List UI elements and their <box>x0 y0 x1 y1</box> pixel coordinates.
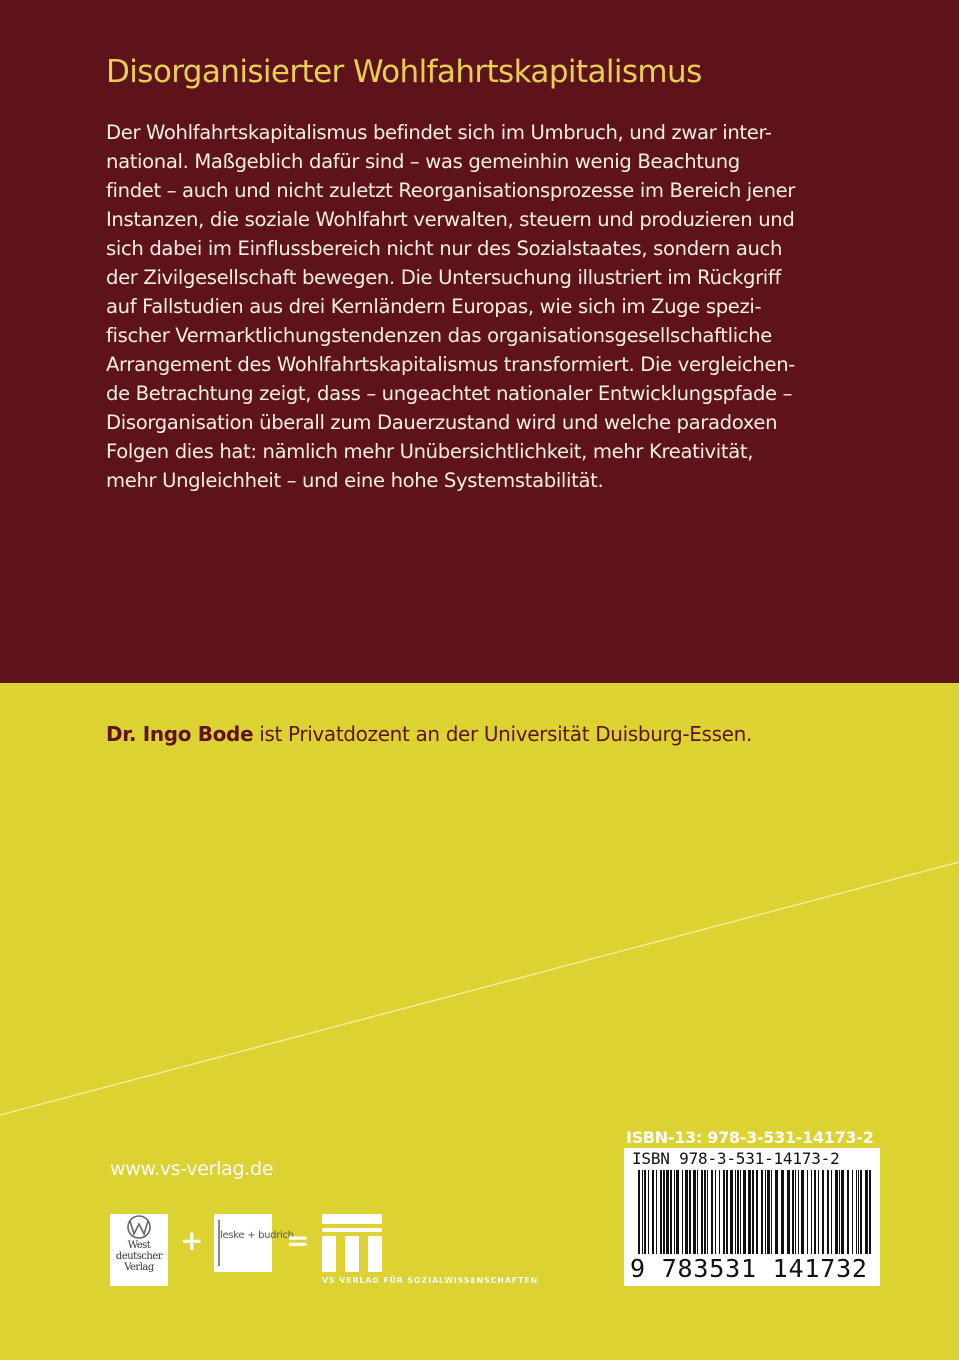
blurb-line: Disorganisation überall zum Dauerzustand wird und welche paradoxen <box>106 411 778 434</box>
blurb-line: Instanzen, die soziale Wohlfahrt verwalten, steuern und produzieren und <box>106 208 795 231</box>
barcode-bar <box>676 1170 679 1254</box>
barcode-bar <box>656 1170 657 1254</box>
barcode-bar <box>865 1170 868 1254</box>
barcode-bars <box>624 1170 880 1256</box>
barcode-bar <box>771 1170 772 1254</box>
author-name: Dr. Ingo Bode <box>106 722 254 746</box>
barcode-bar <box>735 1170 736 1254</box>
leske-budrich-logo <box>214 1214 294 1272</box>
barcode-bar <box>814 1170 816 1254</box>
blurb-line: der Zivilgesellschaft bewegen. Die Untersuchung illustriert im Rückgriff <box>106 266 781 289</box>
barcode-bar <box>642 1170 643 1254</box>
book-title: Disorganisierter Wohlfahrtskapitalismus <box>106 54 702 90</box>
barcode-bar <box>827 1170 829 1254</box>
barcode-bar <box>693 1170 696 1254</box>
barcode-bar <box>787 1170 790 1254</box>
vs-emblem-icon <box>322 1214 382 1272</box>
barcode-bar <box>781 1170 784 1254</box>
barcode-bar <box>756 1170 758 1254</box>
barcode-bar <box>856 1170 857 1254</box>
barcode-bar <box>795 1170 796 1254</box>
blurb-line: de Betrachtung zeigt, dass – ungeachtet nationaler Entwicklungspfade – <box>106 382 793 405</box>
barcode-bar <box>704 1170 706 1254</box>
plus-sign: + <box>180 1224 204 1257</box>
author-description: ist Privatdozent an der Universität Duisburg-Essen. <box>253 722 752 746</box>
barcode-bar <box>811 1170 812 1254</box>
barcode-bar <box>831 1170 832 1254</box>
leske-label: leske + budrich <box>220 1230 294 1241</box>
barcode-bar <box>719 1170 720 1254</box>
barcode-bar <box>807 1170 808 1254</box>
barcode-bar <box>715 1170 716 1254</box>
blurb-line: Arrangement des Wohlfahrtskapitalismus transformiert. Die vergleichen- <box>106 353 795 376</box>
barcode-bar <box>765 1170 766 1254</box>
blurb-line: fischer Vermarktlichungstendenzen das organisationsgesellschaftliche <box>106 324 772 347</box>
barcode <box>624 1148 880 1286</box>
w-emblem-icon <box>110 1214 168 1242</box>
barcode-bar <box>701 1170 703 1254</box>
barcode-bar <box>858 1170 859 1254</box>
isbn-label: ISBN-13: 978-3-531-14173-2 <box>626 1128 874 1147</box>
barcode-bar <box>707 1170 708 1254</box>
barcode-bar <box>711 1170 713 1254</box>
blurb-line: auf Fallstudien aus drei Kernländern Europas, wie sich im Zuge spezi- <box>106 295 762 318</box>
barcode-bar <box>792 1170 794 1254</box>
westdeutscher-verlag-logo <box>110 1214 168 1286</box>
barcode-bar <box>697 1170 698 1254</box>
barcode-bar <box>652 1170 654 1254</box>
westdeutscher-label: West deutscher Verlag <box>115 1240 163 1273</box>
barcode-bar <box>869 1170 871 1254</box>
blurb-line: Der Wohlfahrtskapitalismus befindet sich im Umbruch, und zwar inter- <box>106 121 772 144</box>
barcode-bar <box>638 1170 640 1254</box>
barcode-bar <box>682 1170 683 1254</box>
barcode-bar <box>748 1170 751 1254</box>
barcode-bar <box>847 1170 849 1254</box>
barcode-bar <box>740 1170 741 1254</box>
barcode-bar <box>775 1170 778 1254</box>
barcode-bar <box>670 1170 672 1254</box>
barcode-bar <box>761 1170 763 1254</box>
barcode-bar <box>818 1170 819 1254</box>
website-link[interactable]: www.vs-verlag.de <box>110 1158 274 1180</box>
barcode-bar <box>860 1170 862 1254</box>
barcode-bar <box>852 1170 853 1254</box>
barcode-bar <box>723 1170 725 1254</box>
author-bio <box>106 722 906 746</box>
vs-verlag-logo <box>322 1214 562 1294</box>
barcode-bar <box>839 1170 840 1254</box>
barcode-bar <box>648 1170 649 1254</box>
barcode-bar <box>798 1170 799 1254</box>
barcode-bar <box>666 1170 669 1254</box>
blurb-line: Folgen dies hat: nämlich mehr Unübersichtlichkeit, mehr Kreativität, <box>106 440 754 463</box>
barcode-bar <box>822 1170 824 1254</box>
barcode-bar <box>743 1170 746 1254</box>
equals-sign: = <box>286 1224 310 1257</box>
diagonal-line <box>0 860 959 1120</box>
blurb-text <box>106 118 866 495</box>
vs-verlag-label: VS VERLAG FÜR SOZIALWISSENSCHAFTEN <box>322 1276 539 1285</box>
blurb-line: findet – auch und nicht zuletzt Reorganisationsprozesse im Bereich jener <box>106 179 796 202</box>
barcode-bar <box>767 1170 770 1254</box>
leske-bar <box>218 1220 220 1266</box>
barcode-bar <box>660 1170 662 1254</box>
barcode-digits: 9 783531 141732 <box>630 1254 868 1283</box>
barcode-bar <box>726 1170 728 1254</box>
blurb-line: mehr Ungleichheit – und eine hohe Systemstabilität. <box>106 469 604 492</box>
barcode-bar <box>663 1170 665 1254</box>
barcode-bar <box>689 1170 691 1254</box>
barcode-isbn-text: ISBN 978-3-531-14173-2 <box>632 1149 840 1168</box>
barcode-bar <box>801 1170 804 1254</box>
blurb-line: national. Maßgeblich dafür sind – was gemeinhin wenig Beachtung <box>106 150 740 173</box>
barcode-bar <box>685 1170 688 1254</box>
barcode-bar <box>835 1170 838 1254</box>
blurb-line: sich dabei im Einflussbereich nicht nur des Sozialstaates, sondern auch <box>106 237 783 260</box>
barcode-bar <box>737 1170 739 1254</box>
barcode-bar <box>841 1170 844 1254</box>
barcode-bar <box>752 1170 754 1254</box>
barcode-bar <box>644 1170 646 1254</box>
barcode-bar <box>730 1170 733 1254</box>
barcode-bar <box>674 1170 675 1254</box>
